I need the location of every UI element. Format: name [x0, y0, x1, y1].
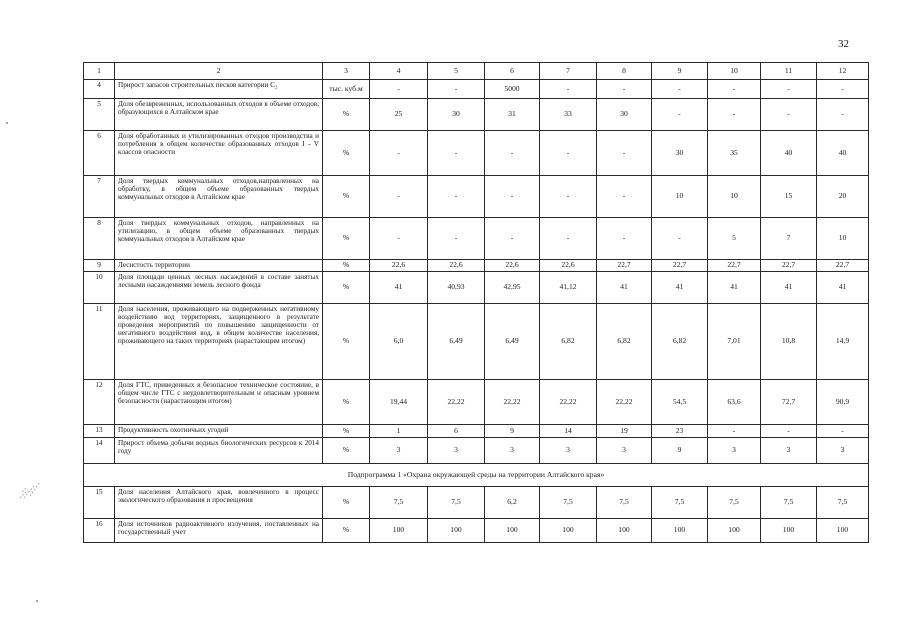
value-cell: 22,22	[597, 380, 652, 425]
value-cell: -	[817, 99, 869, 131]
value-cell: 6,82	[540, 304, 597, 380]
value-cell: 6,49	[485, 304, 540, 380]
value-cell: 41	[370, 272, 428, 304]
unit-cell: %	[323, 519, 370, 543]
value-cell: 41	[761, 272, 817, 304]
header-cell: 5	[428, 63, 485, 80]
value-cell: 100	[761, 519, 817, 543]
indicator-name: Доля источников радиоактивного излучения, поставленных на государственный учет	[115, 519, 323, 543]
value-cell: -	[817, 80, 869, 99]
value-cell: 100	[817, 519, 869, 543]
indicator-name: Доля ГТС, приведенных в безопасное техническое состояние, в общем числе ГТС с неудовлетворительным и опасным уровнем безопасности (нарастающим итогом)	[115, 380, 323, 425]
indicator-name: Доля населения, проживающего на подверженных негативному воздействию вод территориях, защищенного в результате проведения мероприятий по повышению защищенности от негативного воздействия вод, в общем количестве населения, проживающего на таких территориях (нарастающим итогом)	[115, 304, 323, 380]
value-cell: 6,2	[485, 487, 540, 519]
subprogram-title: Подпрограмма 1 «Охрана окружающей среды на территории Алтайского края»	[84, 464, 869, 487]
value-cell: -	[761, 99, 817, 131]
value-cell: 40	[817, 131, 869, 176]
value-cell: 10	[652, 176, 708, 218]
value-cell: 14,9	[817, 304, 869, 380]
value-cell: 3	[761, 438, 817, 464]
row-number: 10	[84, 272, 115, 304]
value-cell: -	[708, 99, 761, 131]
row-number: 9	[84, 260, 115, 272]
value-cell: 100	[708, 519, 761, 543]
value-cell: 22,7	[817, 260, 869, 272]
value-cell: 7,5	[540, 487, 597, 519]
header-cell: 12	[817, 63, 869, 80]
unit-cell: %	[323, 131, 370, 176]
value-cell: 7,5	[370, 487, 428, 519]
value-cell: 6,82	[652, 304, 708, 380]
value-cell: 9	[485, 425, 540, 438]
indicator-name: Прирост объема добычи водных биологических ресурсов к 2014 году	[115, 438, 323, 464]
header-cell: 6	[485, 63, 540, 80]
header-cell: 1	[84, 63, 115, 80]
row-number: 11	[84, 304, 115, 380]
table-row	[84, 304, 869, 380]
margin-scribble	[18, 478, 44, 500]
value-cell: 25	[370, 99, 428, 131]
row-number: 7	[84, 176, 115, 218]
value-cell: -	[428, 218, 485, 260]
value-cell: -	[540, 176, 597, 218]
value-cell: 7	[761, 218, 817, 260]
unit-cell: %	[323, 272, 370, 304]
header-cell: 11	[761, 63, 817, 80]
value-cell: -	[597, 131, 652, 176]
value-cell: 30	[428, 99, 485, 131]
unit-cell: %	[323, 380, 370, 425]
value-cell: 6,49	[428, 304, 485, 380]
indicator-name: Доля обработанных и утилизированных отходов производства и потребления в общем количестве образованных отходов I - V классов опасности	[115, 131, 323, 176]
value-cell: 20	[817, 176, 869, 218]
indicator-name: Доля твердых коммунальных отходов, направленных на утилизацию, в общем объеме образованных твердых коммунальных отходов в Алтайском крае	[115, 218, 323, 260]
value-cell: 22,22	[540, 380, 597, 425]
value-cell: -	[485, 176, 540, 218]
value-cell: -	[761, 80, 817, 99]
row-number: 12	[84, 380, 115, 425]
value-cell: 35	[708, 131, 761, 176]
value-cell: 22,6	[370, 260, 428, 272]
value-cell: 7,5	[708, 487, 761, 519]
indicator-name: Доля площади ценных лесных насаждений в составе занятых лесными насаждениями земель лесного фонда	[115, 272, 323, 304]
value-cell: 22,7	[761, 260, 817, 272]
indicator-name: Доля обезвреженных, использованных отходов в объеме отходов, образующихся в Алтайском крае	[115, 99, 323, 131]
value-cell: 7,5	[652, 487, 708, 519]
value-cell: 22,6	[428, 260, 485, 272]
value-cell: -	[652, 80, 708, 99]
value-cell: 42,95	[485, 272, 540, 304]
value-cell: 100	[428, 519, 485, 543]
table-row	[84, 380, 869, 425]
value-cell: -	[485, 131, 540, 176]
value-cell: 10,8	[761, 304, 817, 380]
row-number: 8	[84, 218, 115, 260]
page-number: 32	[838, 38, 849, 50]
value-cell: 3	[540, 438, 597, 464]
value-cell: 100	[485, 519, 540, 543]
value-cell: -	[370, 176, 428, 218]
value-cell: 19	[597, 425, 652, 438]
value-cell: 15	[761, 176, 817, 218]
unit-cell: %	[323, 425, 370, 438]
unit-cell: %	[323, 218, 370, 260]
value-cell: -	[597, 218, 652, 260]
header-cell: 4	[370, 63, 428, 80]
value-cell: -	[428, 176, 485, 218]
header-cell: 2	[115, 63, 323, 80]
header-cell: 9	[652, 63, 708, 80]
indicator-name: Доля населения Алтайского края, вовлеченного в процесс экологического образования и просвещения	[115, 487, 323, 519]
value-cell: 22,22	[428, 380, 485, 425]
value-cell: 30	[597, 99, 652, 131]
value-cell: 3	[817, 438, 869, 464]
table-row	[84, 131, 869, 176]
table-row	[84, 99, 869, 131]
value-cell: 19,44	[370, 380, 428, 425]
value-cell: -	[540, 80, 597, 99]
table-row	[84, 218, 869, 260]
row-number: 5	[84, 99, 115, 131]
value-cell: 100	[370, 519, 428, 543]
header-cell: 7	[540, 63, 597, 80]
value-cell: -	[597, 80, 652, 99]
value-cell: 7,01	[708, 304, 761, 380]
value-cell: 6,82	[597, 304, 652, 380]
value-cell: 3	[370, 438, 428, 464]
value-cell: -	[597, 176, 652, 218]
value-cell: -	[370, 218, 428, 260]
value-cell: 1	[370, 425, 428, 438]
value-cell: -	[428, 131, 485, 176]
value-cell: 5000	[485, 80, 540, 99]
header-cell: 10	[708, 63, 761, 80]
value-cell: 30	[652, 131, 708, 176]
value-cell: 22,7	[652, 260, 708, 272]
value-cell: 5	[708, 218, 761, 260]
indicator-name: Доля твердых коммунальных отходов,направленных на обработку, в общем объеме образованных твердых коммунальных отходов в Алтайском крае	[115, 176, 323, 218]
value-cell: 3	[485, 438, 540, 464]
value-cell: -	[652, 99, 708, 131]
table-row	[84, 80, 869, 99]
value-cell: -	[370, 80, 428, 99]
value-cell: 3	[708, 438, 761, 464]
value-cell: 22,7	[597, 260, 652, 272]
unit-cell: %	[323, 438, 370, 464]
value-cell: 9	[652, 438, 708, 464]
indicator-name: Лесистость территории	[115, 260, 323, 272]
row-number: 4	[84, 80, 115, 99]
unit-cell: %	[323, 304, 370, 380]
unit-cell: %	[323, 487, 370, 519]
value-cell: 100	[652, 519, 708, 543]
row-number: 14	[84, 438, 115, 464]
table-row	[84, 487, 869, 519]
value-cell: -	[708, 425, 761, 438]
value-cell: -	[708, 80, 761, 99]
table-body	[84, 63, 869, 543]
value-cell: -	[540, 131, 597, 176]
header-cell: 3	[323, 63, 370, 80]
row-number: 15	[84, 487, 115, 519]
value-cell: -	[370, 131, 428, 176]
scan-speck	[36, 600, 38, 602]
value-cell: 100	[597, 519, 652, 543]
value-cell: 41	[652, 272, 708, 304]
table-row	[84, 176, 869, 218]
value-cell: -	[540, 218, 597, 260]
table-row	[84, 272, 869, 304]
value-cell: 7,5	[761, 487, 817, 519]
row-number: 16	[84, 519, 115, 543]
indicator-name: Продуктивность охотничьих угодий	[115, 425, 323, 438]
value-cell: 33	[540, 99, 597, 131]
unit-cell: тыс. куб.м	[323, 80, 370, 99]
value-cell: 41	[708, 272, 761, 304]
value-cell: 7,5	[597, 487, 652, 519]
value-cell: 6	[428, 425, 485, 438]
value-cell: 40	[761, 131, 817, 176]
table-row	[84, 519, 869, 543]
value-cell: 14	[540, 425, 597, 438]
table-row	[84, 438, 869, 464]
value-cell: 54,5	[652, 380, 708, 425]
row-number: 13	[84, 425, 115, 438]
subprogram-row	[84, 464, 869, 487]
value-cell: 41	[597, 272, 652, 304]
value-cell: 10	[708, 176, 761, 218]
value-cell: -	[485, 218, 540, 260]
value-cell: 3	[597, 438, 652, 464]
unit-cell: %	[323, 260, 370, 272]
indicators-table	[83, 62, 869, 543]
value-cell: 10	[817, 218, 869, 260]
table-row	[84, 425, 869, 438]
value-cell: -	[428, 80, 485, 99]
row-number: 6	[84, 131, 115, 176]
value-cell: 22,6	[540, 260, 597, 272]
value-cell: 72,7	[761, 380, 817, 425]
value-cell: -	[817, 425, 869, 438]
value-cell: 22,7	[708, 260, 761, 272]
unit-cell: %	[323, 99, 370, 131]
indicator-name: Прирост запасов строительных песков категории С₂	[115, 80, 323, 99]
value-cell: 63,6	[708, 380, 761, 425]
value-cell: 31	[485, 99, 540, 131]
scan-speck	[6, 122, 8, 124]
value-cell: 23	[652, 425, 708, 438]
value-cell: -	[652, 218, 708, 260]
value-cell: 90,9	[817, 380, 869, 425]
value-cell: 40,93	[428, 272, 485, 304]
value-cell: 7,5	[817, 487, 869, 519]
value-cell: -	[761, 425, 817, 438]
value-cell: 22,22	[485, 380, 540, 425]
unit-cell: %	[323, 176, 370, 218]
value-cell: 6,0	[370, 304, 428, 380]
table-row	[84, 260, 869, 272]
header-cell: 8	[597, 63, 652, 80]
value-cell: 41,12	[540, 272, 597, 304]
value-cell: 3	[428, 438, 485, 464]
value-cell: 7,5	[428, 487, 485, 519]
value-cell: 22,6	[485, 260, 540, 272]
value-cell: 100	[540, 519, 597, 543]
header-row	[84, 63, 869, 80]
value-cell: 41	[817, 272, 869, 304]
